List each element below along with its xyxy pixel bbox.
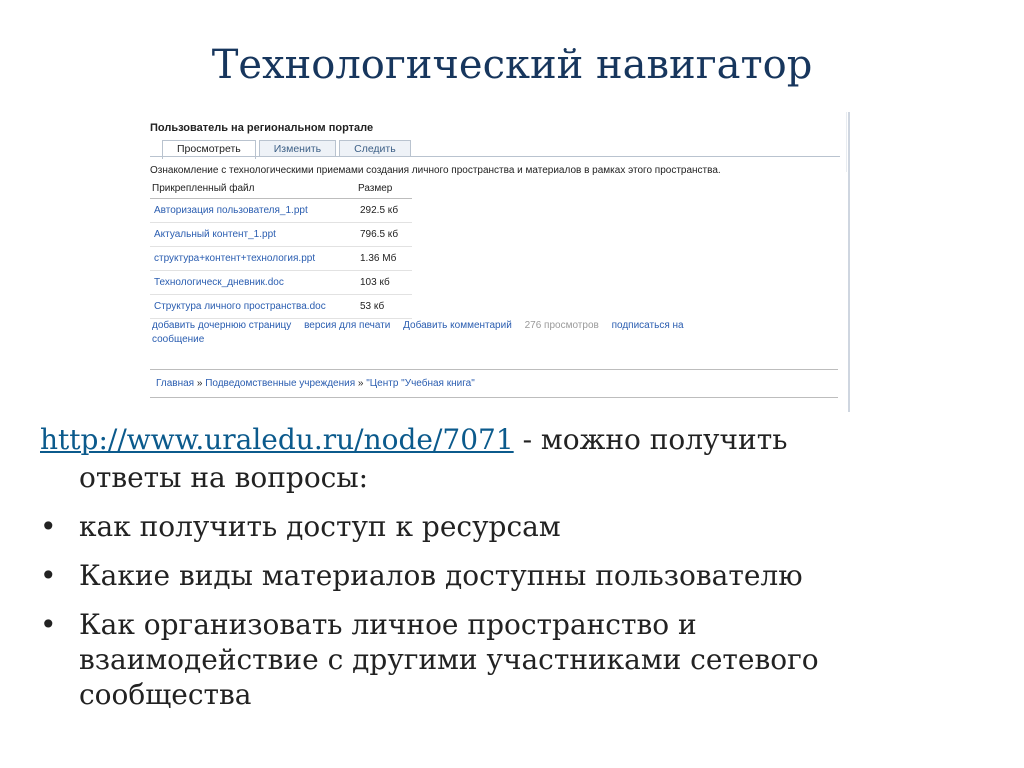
divider bbox=[150, 369, 838, 370]
breadcrumb-separator: » bbox=[196, 378, 203, 389]
breadcrumb bbox=[156, 378, 475, 389]
subscribe-link-cont[interactable]: сообщение bbox=[152, 334, 205, 345]
add-child-page-link[interactable]: добавить дочернюю страницу bbox=[152, 320, 292, 331]
bullet-item bbox=[40, 607, 940, 712]
url-line bbox=[40, 423, 787, 456]
file-link[interactable]: Авторизация пользователя_1.ppt bbox=[150, 199, 356, 223]
file-size: 796.5 кб bbox=[356, 223, 412, 247]
bullet-list bbox=[40, 509, 940, 726]
bullet-item bbox=[40, 558, 940, 593]
url-line-continuation: ответы на вопросы: bbox=[79, 461, 369, 494]
column-header-file: Прикрепленный файл bbox=[150, 180, 356, 199]
scrollbar-edge bbox=[848, 112, 850, 412]
tab-edit[interactable]: Изменить bbox=[259, 140, 336, 157]
file-size: 1.36 Мб bbox=[356, 247, 412, 271]
file-size: 103 кб bbox=[356, 271, 412, 295]
breadcrumb-separator: » bbox=[357, 378, 364, 389]
bullet-dot-icon: • bbox=[40, 559, 57, 592]
url-suffix: - можно получить bbox=[513, 423, 788, 456]
breadcrumb-home[interactable]: Главная bbox=[156, 378, 195, 389]
views-count: 276 просмотров bbox=[524, 320, 599, 331]
node-intro: Ознакомление с технологическими приемами создания личного пространства и материалов в рамках этого пространства. bbox=[150, 165, 721, 176]
tab-follow[interactable]: Следить bbox=[339, 140, 411, 157]
scrollbar-edge-inner bbox=[846, 112, 847, 172]
file-size: 53 кб bbox=[356, 295, 412, 319]
bullet-dot-icon: • bbox=[40, 510, 57, 543]
file-link[interactable]: Актуальный контент_1.ppt bbox=[150, 223, 356, 247]
breadcrumb-subordinate[interactable]: Подведомственные учреждения bbox=[205, 378, 356, 389]
file-link[interactable]: структура+контент+технология.ppt bbox=[150, 247, 356, 271]
subscribe-link[interactable]: подписаться на bbox=[611, 320, 684, 331]
table-row bbox=[150, 199, 412, 223]
add-comment-link[interactable]: Добавить комментарий bbox=[403, 320, 512, 331]
table-row bbox=[150, 271, 412, 295]
print-version-link[interactable]: версия для печати bbox=[304, 320, 391, 331]
table-row bbox=[150, 223, 412, 247]
file-size: 292.5 кб bbox=[356, 199, 412, 223]
attachments-table bbox=[150, 180, 412, 319]
node-links bbox=[152, 319, 812, 347]
column-header-size: Размер bbox=[356, 180, 412, 199]
table-header-row bbox=[150, 180, 412, 199]
breadcrumb-center[interactable]: "Центр "Учебная книга" bbox=[366, 378, 475, 389]
tab-view[interactable]: Просмотреть bbox=[162, 140, 256, 159]
tab-divider bbox=[150, 156, 840, 157]
node-tabs bbox=[162, 140, 414, 157]
portal-screenshot bbox=[140, 110, 852, 415]
bullet-text: Какие виды материалов доступны пользователю bbox=[79, 559, 803, 592]
portal-url-link[interactable]: http://www.uraledu.ru/node/7071 bbox=[40, 423, 514, 456]
bullet-dot-icon: • bbox=[40, 608, 57, 641]
slide-title: Технологический навигатор bbox=[211, 42, 813, 88]
bullet-text: как получить доступ к ресурсам bbox=[79, 510, 561, 543]
file-link[interactable]: Структура личного пространства.doc bbox=[150, 295, 356, 319]
node-title: Пользователь на региональном портале bbox=[150, 122, 374, 134]
bullet-item bbox=[40, 509, 940, 544]
divider bbox=[150, 397, 838, 398]
table-row bbox=[150, 247, 412, 271]
file-link[interactable]: Технологическ_дневник.doc bbox=[150, 271, 356, 295]
table-row bbox=[150, 295, 412, 319]
bullet-text: Как организовать личное пространство и взаимодействие с другими участниками сетевого сообщества bbox=[79, 608, 819, 711]
